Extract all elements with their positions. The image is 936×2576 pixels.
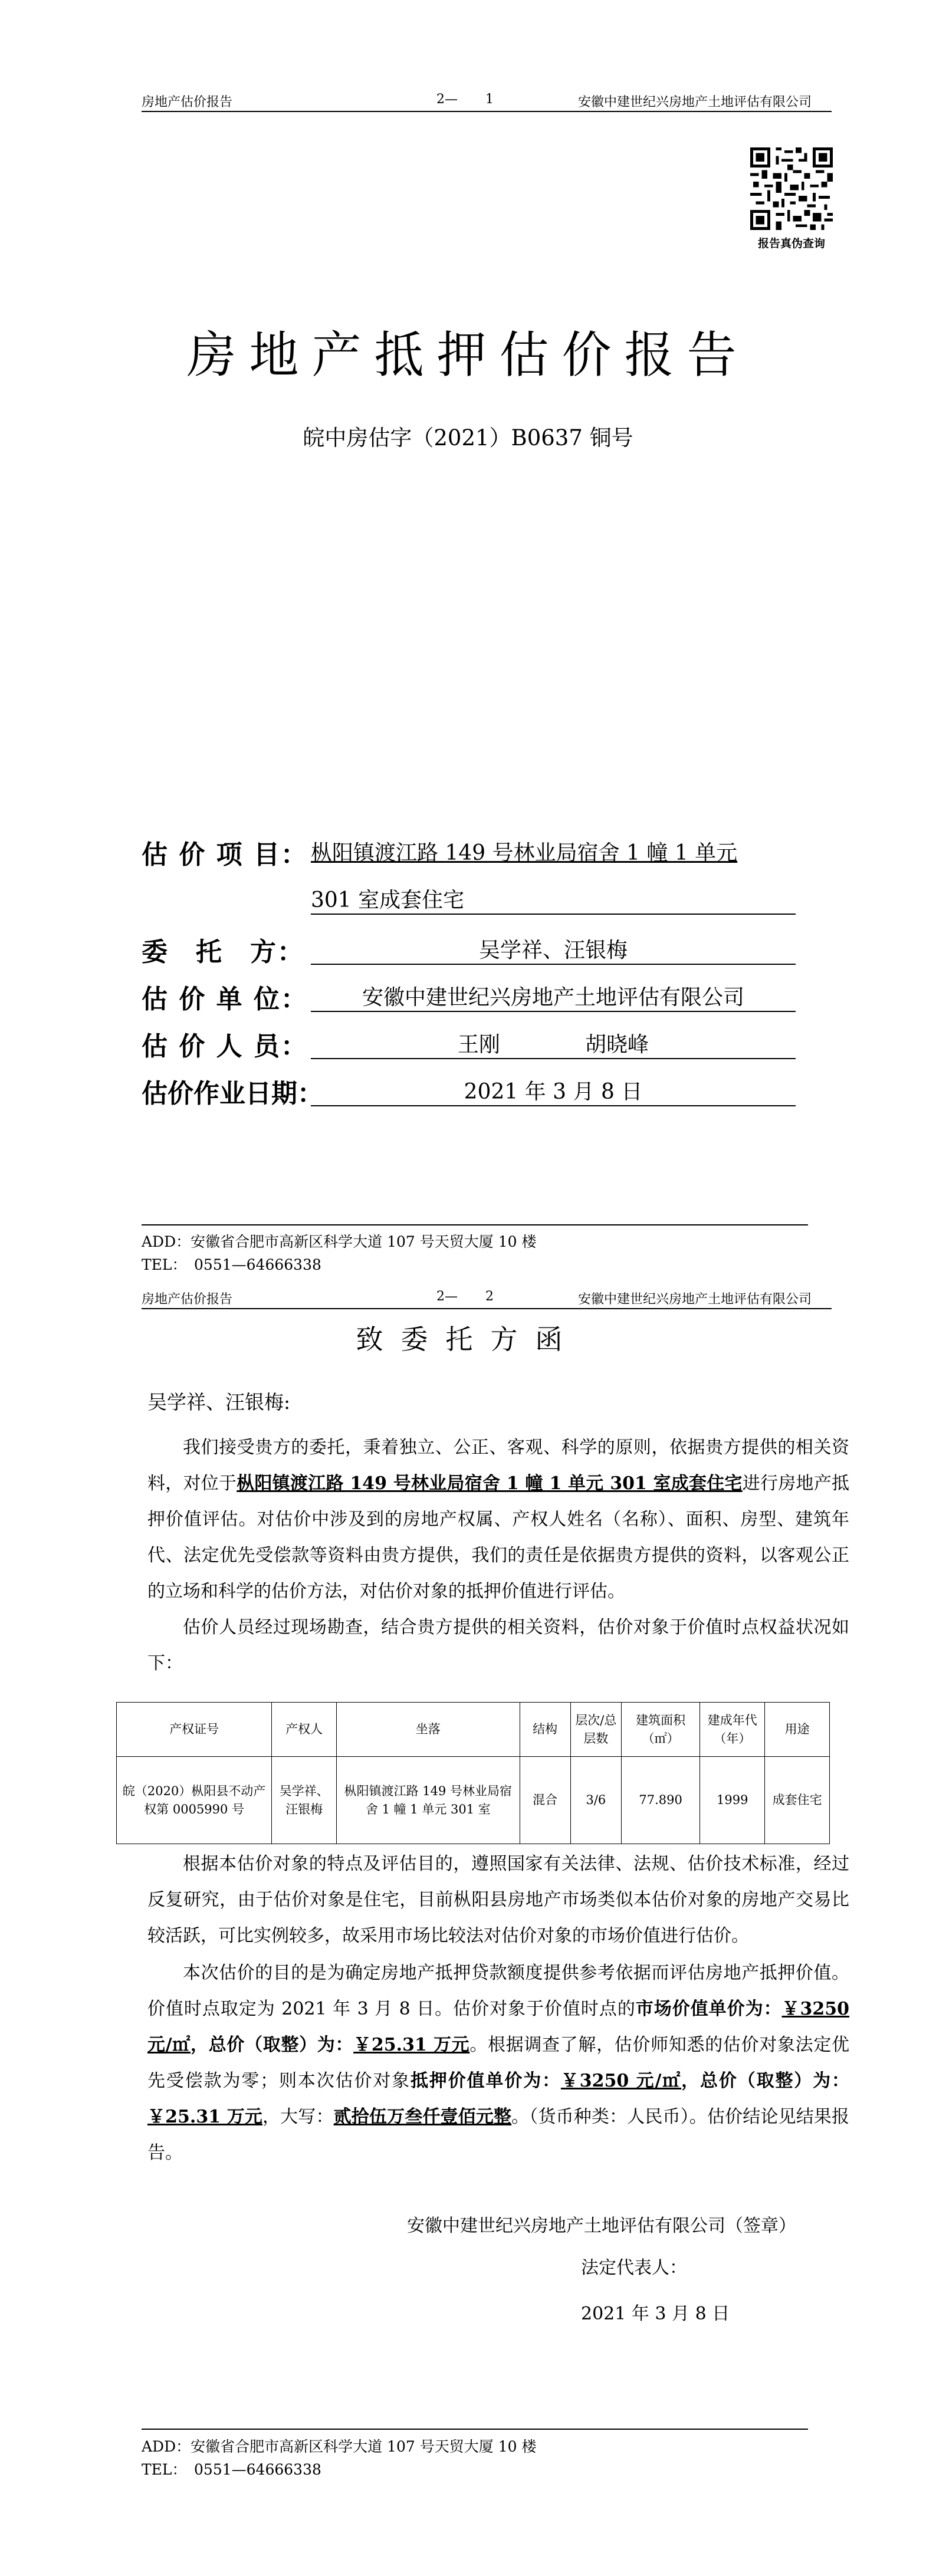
table-header-cell: 建成年代（年） — [700, 1703, 765, 1757]
table-header-cell: 产权证号 — [117, 1703, 272, 1757]
paragraph-commission — [147, 1430, 849, 1609]
header-page-number: 2— 1 — [436, 92, 494, 107]
paragraph-valuation — [147, 1955, 849, 2171]
signature-date: 2021 年 3 月 8 日 — [581, 2304, 730, 2324]
p4-mortgage-total: ￥25.31 万元 — [147, 2107, 262, 2127]
p1-text-c: 进行房地产抵押价值评估。对估价中涉及到的房地产权属、产权人姓名（名称）、面积、房型、建筑年代、法定优先受偿款等资料由贵方提供，我们的责任是依据贵方提供的资料，以客观公正的立场和科学的估价方法，对估价对象的抵押价值进行评估。 — [147, 1473, 850, 1602]
table-header-cell: 建筑面积（㎡） — [621, 1703, 699, 1757]
header-rule — [142, 111, 832, 112]
field-value-project: 枞阳镇渡江路 149 号林业局宿舍 1 幢 1 单元 — [311, 841, 738, 865]
p4-text-f: 。根据调查了解，估价师知悉的估价对象法定优先受偿款为零；则本次估价对象 — [147, 2035, 850, 2091]
table-header-cell: 坐落 — [337, 1703, 520, 1757]
table-cell-year: 1999 — [700, 1757, 765, 1844]
property-table — [116, 1702, 830, 1844]
signature-legal-representative: 法定代表人： — [581, 2258, 687, 2278]
p4-market-total-label: ，总价（取整）为： — [191, 2035, 354, 2055]
footer-address: ADD：安徽省合肥市高新区科学大道 107 号天贸大厦 10 楼 — [142, 1233, 537, 1250]
p4-mortgage-unit-label: 抵押价值单价为： — [410, 2071, 561, 2091]
paragraph-method: 根据本估价对象的特点及评估目的，遵照国家有关法律、法规、估价技术标准，经过反复研究，由于估价对象是住宅，目前枞阳县房地产市场类似本估价对象的房地产交易比较活跃，可比实例较多，故采用市场比较法对估价对象的市场价值进行估价。 — [147, 1854, 849, 1946]
p1-text-a: 我们接受贵方的委托，秉着独立、公正、客观、科学的原则，依据贵方提供的相关资料，对位于 — [147, 1437, 849, 1494]
table-header-cell: 产权人 — [272, 1703, 337, 1757]
field-value-appraiser-company: 安徽中建世纪兴房地产土地评估有限公司 — [311, 981, 796, 1012]
header-rule — [142, 1308, 832, 1309]
field-label-project: 估 价 项 目： — [142, 840, 308, 870]
p1-property-address: 枞阳镇渡江路 149 号林业局宿舍 1 幢 1 单元 301 室成套住宅 — [237, 1473, 743, 1494]
field-value-date: 2021 年 3 月 8 日 — [311, 1075, 796, 1106]
table-header-cell: 用途 — [765, 1703, 830, 1757]
qr-caption: 报告真伪查询 — [757, 237, 825, 250]
table-cell-certificate-no: 皖（2020）枞阳县不动产权第 0005990 号 — [117, 1757, 272, 1844]
table-header-cell: 结构 — [520, 1703, 570, 1757]
p4-mortgage-unit-price: ￥3250 元/㎡ — [560, 2071, 682, 2091]
p4-text-a: 本次估价的目的是为确定房地产抵押贷款额度提供参考依据而评估房地产抵押价值。价值时点取定为 2021 年 3 月 8 日。估价对象于价值时点的 — [147, 1963, 849, 2019]
p4-text-m: 。（货币种类：人民币）。估价结论见结果报告。 — [147, 2107, 850, 2163]
field-label-date: 估价作业日期： — [142, 1079, 323, 1109]
table-cell-owner: 吴学祥、汪银梅 — [272, 1757, 337, 1844]
report-number: 皖中房估字（2021）B0637 铜号 — [303, 425, 633, 451]
table-cell-area: 77.890 — [621, 1757, 699, 1844]
table-row — [117, 1757, 830, 1844]
table-header-cell: 层次/总层数 — [570, 1703, 621, 1757]
field-value-appraisers: 王刚 胡晓峰 — [311, 1028, 796, 1059]
header-left: 房地产估价报告 — [142, 95, 233, 110]
p4-market-unit-price: ￥3250 元/㎡ — [147, 1999, 850, 2055]
field-value-project-line2: 301 室成套住宅 — [311, 883, 796, 915]
table-cell-structure: 混合 — [520, 1757, 570, 1844]
signature-company: 安徽中建世纪兴房地产土地评估有限公司（签章） — [407, 2216, 796, 2236]
footer-telephone: TEL： 0551—64666338 — [142, 2461, 321, 2478]
header-page-number: 2— 2 — [436, 1289, 494, 1304]
p4-amount-in-words: 贰拾伍万叁仟壹佰元整 — [333, 2107, 512, 2127]
p4-market-total: ￥25.31 万元 — [353, 2035, 470, 2055]
table-cell-usage: 成套住宅 — [765, 1757, 830, 1844]
table-cell-floor: 3/6 — [570, 1757, 621, 1844]
report-title: 房地产抵押估价报告 — [186, 326, 750, 384]
field-label-appraiser-company: 估 价 单 位： — [142, 984, 308, 1014]
header-right: 安徽中建世纪兴房地产土地评估有限公司 — [578, 95, 812, 110]
p4-mortgage-total-label: ，总价（取整）为： — [681, 2071, 850, 2091]
footer-rule — [142, 1224, 808, 1225]
letter-title: 致委托方函 — [356, 1323, 580, 1355]
table-header-row — [117, 1703, 830, 1757]
footer-rule — [142, 2429, 808, 2430]
p4-text-k: ，大写： — [262, 2107, 334, 2127]
field-label-client: 委 托 方： — [142, 937, 304, 967]
salutation: 吴学祥、汪银梅: — [147, 1391, 291, 1414]
field-label-appraisers: 估 价 人 员： — [142, 1031, 308, 1062]
table-cell-location: 枞阳镇渡江路 149 号林业局宿舍 1 幢 1 单元 301 室 — [337, 1757, 520, 1844]
header-left: 房地产估价报告 — [142, 1292, 233, 1307]
footer-telephone: TEL： 0551—64666338 — [142, 1256, 321, 1273]
p4-market-unit-label: 市场价值单价为： — [635, 1999, 782, 2019]
field-value-client: 吴学祥、汪银梅 — [311, 934, 796, 965]
paragraph-survey: 估价人员经过现场勘查，结合贵方提供的相关资料，估价对象于价值时点权益状况如下： — [147, 1617, 849, 1674]
qr-code-icon — [750, 147, 833, 230]
footer-address: ADD：安徽省合肥市高新区科学大道 107 号天贸大厦 10 楼 — [142, 2438, 537, 2455]
header-right: 安徽中建世纪兴房地产土地评估有限公司 — [578, 1292, 812, 1307]
